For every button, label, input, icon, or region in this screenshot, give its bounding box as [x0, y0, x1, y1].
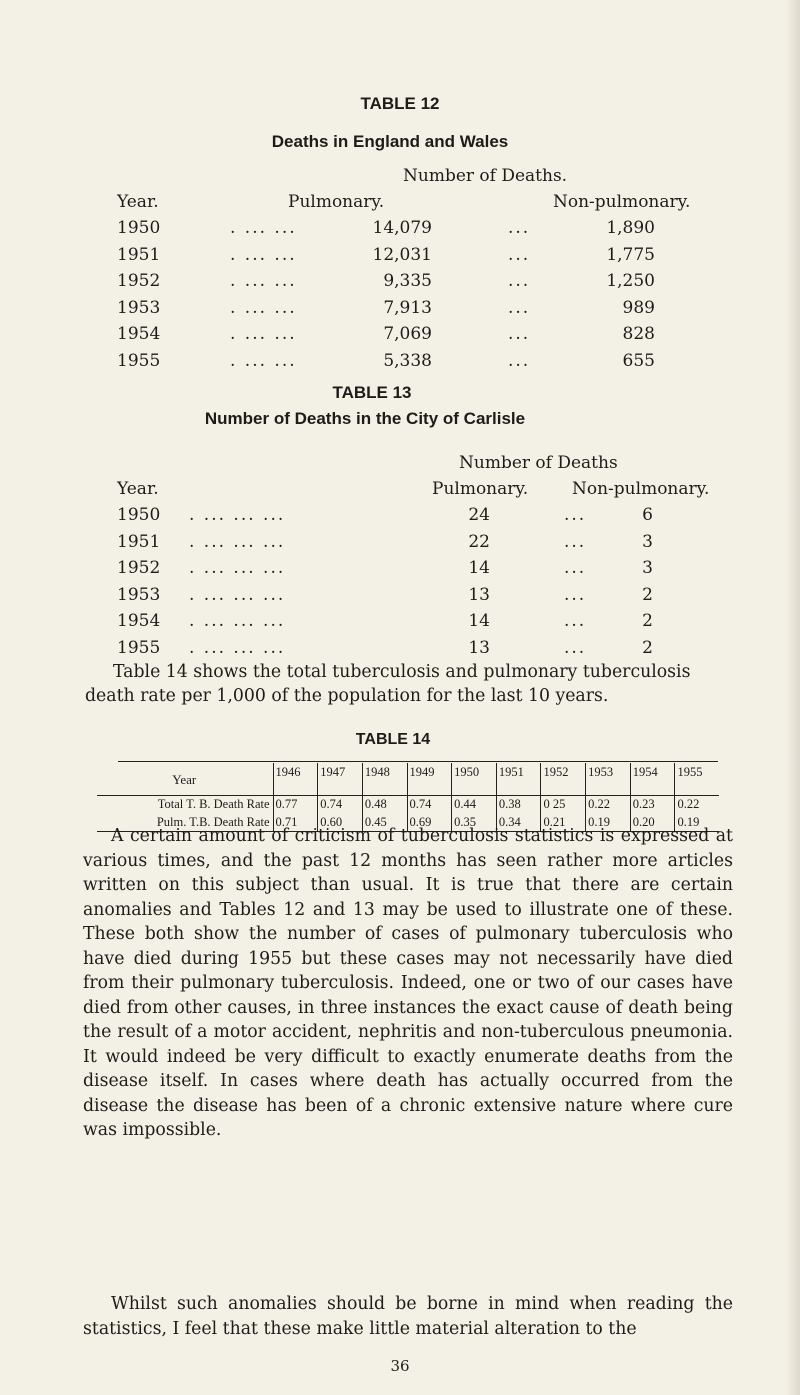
- table14-year-header: 1954: [630, 763, 675, 796]
- table14-cell: 0.22: [675, 796, 719, 814]
- intro-line-1: Table 14 shows the total tuberculosis and pulmonary tuberculosis: [113, 662, 691, 682]
- table13-pulmonary: 24: [468, 505, 490, 525]
- table12-nonpulmonary: 828: [622, 324, 655, 344]
- table12-pulmonary: 12,031: [372, 244, 432, 265]
- table13-pulmonary: 22: [468, 531, 490, 552]
- table13-group-header: Number of Deaths: [459, 453, 618, 473]
- table13-nonpulmonary: 6: [642, 505, 653, 525]
- table12-pulmonary: 7,069: [383, 324, 432, 344]
- table14-cell: 0.77: [273, 796, 318, 814]
- table13-leader: . ... ... ...: [189, 637, 286, 658]
- table13-leader: . ... ... ...: [189, 611, 286, 631]
- table12-nonpulmonary: 1,775: [606, 244, 655, 265]
- table12-leader: . ... ...: [230, 244, 297, 265]
- table13-nonpulmonary: 2: [642, 584, 653, 605]
- table14-cell: 0.69: [407, 814, 452, 832]
- table12-year: 1953: [117, 297, 161, 318]
- table13-title: TABLE 13: [332, 383, 412, 402]
- table14-cell: 0.60: [318, 814, 363, 832]
- table12-pulmonary: 9,335: [383, 271, 432, 291]
- table12-col-year: Year.: [117, 192, 159, 212]
- table13-leader: . ... ... ...: [189, 505, 286, 525]
- table14-cell: 0.19: [586, 814, 631, 832]
- table12-leader: . ... ...: [230, 297, 297, 318]
- table14-cell: 0.48: [362, 796, 407, 814]
- table12-leader: . ... ...: [230, 218, 297, 238]
- table13-pulmonary: 14: [468, 611, 490, 631]
- table13-leader: ...: [564, 611, 587, 631]
- intro-line-2: death rate per 1,000 of the population for the last 10 years.: [85, 686, 609, 706]
- table13-subtitle: Number of Deaths in the City of Carlisle: [204, 409, 526, 428]
- table12-nonpulmonary: 655: [622, 350, 655, 371]
- table14-cell: 0.35: [452, 814, 497, 832]
- table12-year: 1952: [117, 271, 161, 291]
- table12-leader: ...: [508, 218, 531, 238]
- table14-row-label: Total T. B. Death Rate: [157, 797, 270, 812]
- table13-year: 1950: [117, 505, 161, 525]
- table12-year: 1950: [117, 218, 161, 238]
- table12-year: 1954: [117, 324, 161, 344]
- page-edge-shadow: [786, 0, 800, 1395]
- table14-cell: 0.45: [362, 814, 407, 832]
- table12-leader: . ... ...: [230, 271, 297, 291]
- table12-leader: ...: [508, 271, 531, 291]
- table13-pulmonary: 13: [468, 637, 490, 658]
- table12-pulmonary: 5,338: [383, 350, 432, 371]
- table14-year-header: 1947: [318, 763, 363, 796]
- table14-cell: 0.44: [452, 796, 497, 814]
- table14-cell: 0.71: [273, 814, 318, 832]
- table13-leader: ...: [564, 505, 587, 525]
- table14-year-header: 1952: [541, 763, 586, 796]
- table12-leader: ...: [508, 350, 531, 371]
- table13-year: 1955: [117, 637, 161, 658]
- table14-top-rule: [118, 761, 718, 762]
- table13-col-year: Year.: [117, 479, 159, 499]
- table14-year-label: Year: [97, 763, 273, 796]
- table13-year: 1952: [117, 558, 161, 578]
- table13-pulmonary: 14: [468, 558, 490, 578]
- table14-year-header: 1949: [407, 763, 452, 796]
- table13-leader: . ... ... ...: [189, 531, 286, 552]
- table13-year: 1954: [117, 611, 161, 631]
- table13-nonpulmonary: 3: [642, 531, 653, 552]
- paragraph-1: A certain amount of criticism of tuberculosis statistics is expressed at various times, and the past 12 months has seen rather more articles written on this subject than usual. It is true that there are certain anomalies and Tables 12 and 13 may be used to illustrate one of these. These both show the number of cases of pulmonary tuberculosis who have died during 1955 but these cases may not necessarily have died from their pulmonary tuberculosis. Indeed, one or two of our cases have died from other causes, in three instances the exact cause of death being the result of a motor accident, nephritis and non-tuberculous pneumonia. It would indeed be very difficult to exactly enumerate deaths from the disease itself. In cases where death has actually occurred from the disease the disease has been of a chronic extensive nature where cure was impossible.: [83, 826, 733, 1140]
- table13-leader: ...: [564, 531, 587, 552]
- table14-cell: 0 25: [541, 796, 586, 814]
- table13-leader: . ... ... ...: [189, 558, 286, 578]
- table14-year-header: 1950: [452, 763, 497, 796]
- paragraph-2: Whilst such anomalies should be borne in mind when reading the statistics, I feel that these make little material alteration to the: [83, 1294, 733, 1339]
- table14-year-header: 1951: [496, 763, 541, 796]
- table13-pulmonary: 13: [468, 584, 490, 605]
- table13-nonpulmonary: 2: [642, 611, 653, 631]
- table12-col-nonpulmonary: Non-pulmonary.: [553, 192, 691, 212]
- table14-row-label: Pulm. T.B. Death Rate: [97, 814, 273, 832]
- table14-cell: 0.38: [496, 796, 541, 814]
- table12-year: 1951: [117, 244, 161, 265]
- table12-group-header: Number of Deaths.: [403, 166, 568, 186]
- table12-year: 1955: [117, 350, 161, 371]
- table12-leader: . ... ...: [230, 350, 297, 371]
- table14-cell: 0.34: [496, 814, 541, 832]
- table13-nonpulmonary: 2: [642, 637, 653, 658]
- table12-pulmonary: 7,913: [383, 297, 432, 318]
- table14-cell: 0.74: [318, 796, 363, 814]
- table14-cell: 0.74: [407, 796, 452, 814]
- table12-leader: ...: [508, 244, 531, 265]
- table13-leader: . ... ... ...: [189, 584, 286, 605]
- table12-leader: . ... ...: [230, 324, 297, 344]
- table13-col-pulmonary: Pulmonary.: [432, 479, 529, 499]
- table12-title: TABLE 12: [360, 94, 440, 113]
- table12-leader: ...: [508, 324, 531, 344]
- table14-title: TABLE 14: [355, 731, 431, 748]
- table13-leader: ...: [564, 558, 587, 578]
- table14-year-header: 1955: [675, 763, 719, 796]
- table13-nonpulmonary: 3: [642, 558, 653, 578]
- table13-leader: ...: [564, 637, 587, 658]
- table12-col-pulmonary: Pulmonary.: [288, 192, 385, 212]
- table13-year: 1953: [117, 584, 161, 605]
- table14-cell: 0.19: [675, 814, 719, 832]
- table14-cell: 0.22: [586, 796, 631, 814]
- table13-col-nonpulmonary: Non-pulmonary.: [572, 479, 710, 499]
- table12-pulmonary: 14,079: [372, 218, 432, 238]
- table14-year-header: 1948: [362, 763, 407, 796]
- table14-year-header: 1953: [586, 763, 631, 796]
- table12-nonpulmonary: 989: [622, 297, 655, 318]
- table14-year-header: 1946: [273, 763, 318, 796]
- table13-leader: ...: [564, 584, 587, 605]
- table14: [97, 763, 719, 832]
- table14-cell: 0.21: [541, 814, 586, 832]
- page-number: 36: [390, 1357, 410, 1375]
- table14-cell: 0.23: [630, 796, 675, 814]
- table13-year: 1951: [117, 531, 161, 552]
- table12-nonpulmonary: 1,890: [606, 218, 655, 238]
- table12-leader: ...: [508, 297, 531, 318]
- table14-cell: 0.20: [630, 814, 675, 832]
- table12-nonpulmonary: 1,250: [606, 271, 655, 291]
- table12-subtitle: Deaths in England and Wales: [271, 132, 509, 151]
